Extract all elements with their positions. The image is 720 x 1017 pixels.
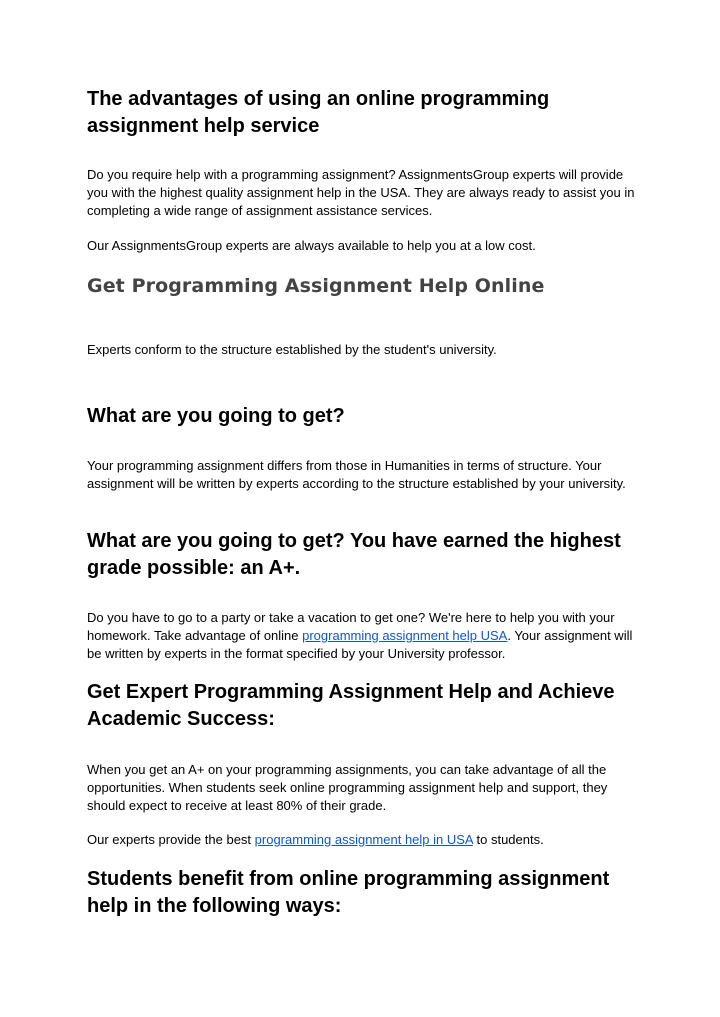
paragraph-structure: Experts conform to the structure established by the student's university. [87, 342, 497, 357]
link-programming-help-in-usa[interactable]: programming assignment help in USA [254, 832, 473, 847]
paragraph-best-help [87, 831, 637, 849]
paragraph-party-text-end: . Your assignment will be written by experts in the format specified by your University professor. [87, 628, 633, 661]
paragraph-opportunities: When you get an A+ on your programming assignments, you can take advantage of all the opportunities. When students seek online programming assignment help and support, they should expect to receive at least 80% of their grade. [87, 762, 608, 813]
paragraph-intro: Do you require help with a programming assignment? AssignmentsGroup experts will provide you with the highest quality assignment help in the USA. They are always ready to assist you in completing a wide range of assignment assistance services. [87, 167, 635, 218]
paragraph-party [87, 609, 637, 663]
paragraph-party-text-start: Do you have to go to a party or take a vacation to get one? We're here to help you with your homework. Take advantage of online [87, 610, 615, 643]
heading-students-benefit: Students benefit from online programming assignment help in the following ways: [87, 868, 610, 917]
link-programming-help-usa[interactable]: programming assignment help USA [302, 628, 508, 643]
heading-expert-help: Get Expert Programming Assignment Help and Achieve Academic Success: [87, 681, 615, 730]
paragraph-best-help-text-end: to students. [472, 832, 544, 847]
paragraph-best-help-text-start: Our experts provide the best [87, 832, 255, 847]
paragraph-low-cost: Our AssignmentsGroup experts are always available to help you at a low cost. [87, 238, 536, 253]
heading-advantages: The advantages of using an online programming assignment help service [87, 88, 550, 137]
heading-what-get: What are you going to get? [87, 405, 345, 427]
heading-get-help-online: Get Programming Assignment Help Online [87, 275, 545, 297]
paragraph-humanities: Your programming assignment differs from those in Humanities in terms of structure. Your assignment will be written by experts according to the structure established by your university. [87, 458, 626, 491]
heading-highest-grade: What are you going to get? You have earned the highest grade possible: an A+. [87, 530, 621, 579]
